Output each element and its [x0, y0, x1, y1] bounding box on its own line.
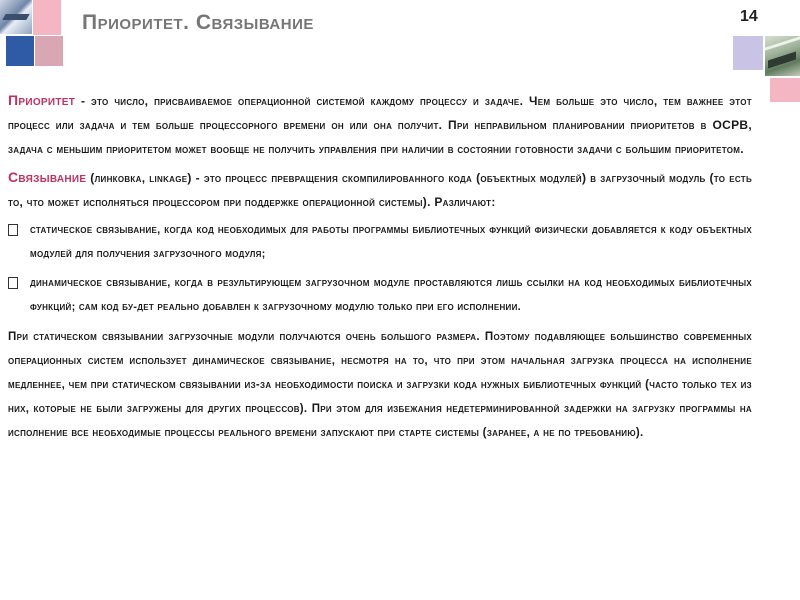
checkbox-bullet-icon [8, 277, 18, 289]
slide-title: Приоритет. Связывание [82, 11, 314, 34]
priority-term: Приоритет [8, 92, 76, 108]
header-thumbnail-image [0, 0, 32, 34]
linking-types-list [8, 218, 752, 319]
decor-square-blue [6, 36, 34, 66]
priority-paragraph [8, 88, 752, 161]
decor-square-lavender [733, 36, 763, 70]
slide-number: 14 [740, 8, 758, 25]
checkbox-bullet-icon [8, 224, 18, 236]
linking-term: Связывание [8, 169, 87, 185]
conclusion-paragraph: При статическом связывании загрузочные модули получаются очень большого размера. Поэтому подавляющее большинство современных операционных систем использует динамическое связывание, несмотря на то, что при этом начальная загрузка процесса на исполнение медленнее, чем при статическом связывании из-за необходимости поиска и загрузки кода нужных библиотечных функций (часто только тех из них, которые не были загружены для других процессов). При этом для избежания недетерминированной задержки на загрузку программы на исполнение все необходимые процессы реального времени запускают при старте системы (заранее, а не по требованию). [8, 331, 752, 439]
priority-definition: - это число, присваиваемое операционной системой каждому процессу и задаче. Чем больше это число, тем важнее этот процесс или задача и тем больше процессорного времени он или она получит. При неправильном планировании приоритетов в ОСРВ, задача с меньшим приоритетом может вообще не получить управления при наличии в состоянии готовности задачи с большим приоритетом. [8, 94, 752, 156]
linking-definition: (линковка, linkage) - это процесс превращения скомпилированного кода (объектных модулей) в загрузочный модуль (то есть то, что может исполняться процессором при поддержке операционной системы). Различают: [8, 171, 752, 209]
dynamic-linking-text: динамическое связывание, когда в результирующем загрузочном модуле проставляются лишь ссылки на код необходимых библиотечных функций; сам код бу-дет реально добавлен к загрузочному модулю только при его исполнении. [30, 277, 752, 313]
linking-paragraph [8, 165, 752, 214]
decor-square-pink-right [770, 78, 800, 102]
list-item [8, 271, 752, 319]
decor-square-pink [33, 0, 61, 35]
list-item [8, 218, 752, 266]
static-linking-text: статическое связывание, когда код необходимых для работы программы библиотечных функций физически добавляется к коду объектных модулей для получения загрузочного модуля; [30, 224, 752, 260]
slide-body [8, 88, 752, 449]
decor-square-rose [35, 36, 63, 66]
header-photo-image [765, 36, 800, 76]
